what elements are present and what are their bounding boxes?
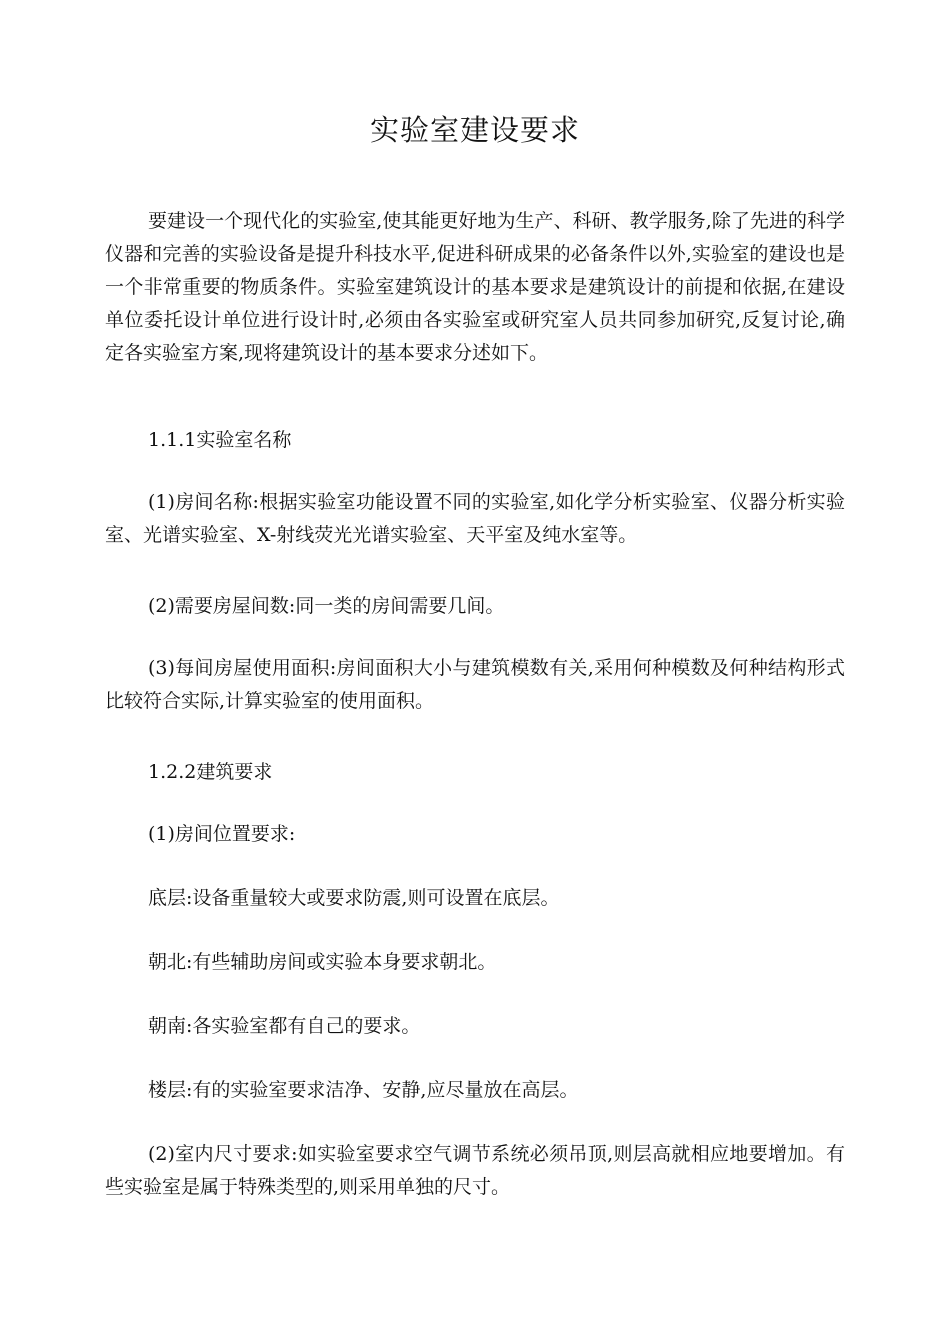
south-facing-line: 朝南:各实验室都有自己的要求。 <box>148 1015 421 1037</box>
intro-paragraph: 要建设一个现代化的实验室,使其能更好地为生产、科研、教学服务,除了先进的科学仪器和完善的实验设备是提升科技水平,促进科研成果的必备条件以外,实验室的建设也是一个非常重要的物质条件。实验室建筑设计的基本要求是建筑设计的前提和依据,在建设单位委托设计单位进行设计时,必须由各实验室或研究室人员共同参加研究,反复讨论,确定各实验室方案,现将建筑设计的基本要求分述如下。 <box>105 210 845 364</box>
room-count-paragraph: (2)需要房屋间数:同一类的房间需要几间。 <box>148 595 505 617</box>
section-heading-names: 1.1.1实验室名称 <box>148 429 292 451</box>
upper-floor-line: 楼层:有的实验室要求洁净、安静,应尽量放在高层。 <box>148 1079 579 1101</box>
room-name-paragraph: (1)房间名称:根据实验室功能设置不同的实验室,如化学分析实验室、仪器分析实验室、光谱实验室、X-射线荧光光谱实验室、天平室及纯水室等。 <box>105 491 845 546</box>
north-facing-line: 朝北:有些辅助房间或实验本身要求朝北。 <box>148 951 497 973</box>
room-size-paragraph: (2)室内尺寸要求:如实验室要求空气调节系统必须吊顶,则层高就相应地要增加。有些实验室是属于特殊类型的,则采用单独的尺寸。 <box>105 1143 845 1198</box>
document-title: 实验室建设要求 <box>369 113 580 147</box>
section-heading-building: 1.2.2建筑要求 <box>148 761 273 783</box>
bottom-floor-line: 底层:设备重量较大或要求防震,则可设置在底层。 <box>148 887 560 909</box>
room-location-heading: (1)房间位置要求: <box>148 823 296 845</box>
room-area-paragraph: (3)每间房屋使用面积:房间面积大小与建筑模数有关,采用何种模数及何种结构形式比较符合实际,计算实验室的使用面积。 <box>105 657 845 712</box>
